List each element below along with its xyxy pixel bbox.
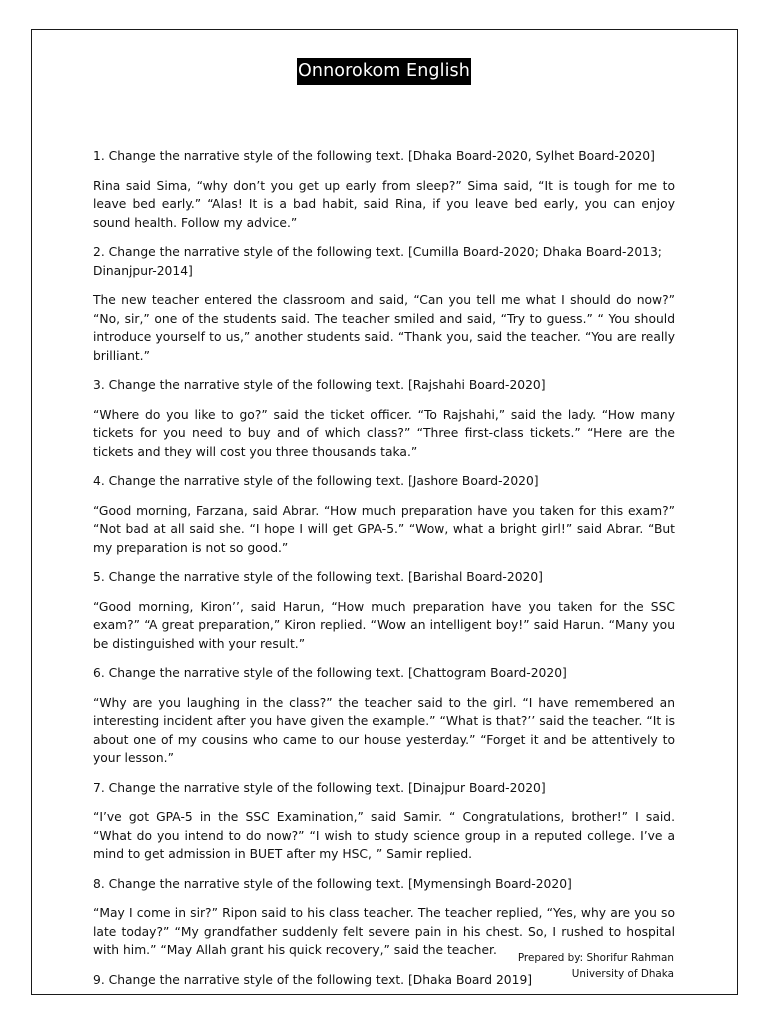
passage-4: “Good morning, Farzana, said Abrar. “How much preparation have you taken for this exam?” “Not bad at all said she. “I hope I will get GPA-5.” “Wow, what a bright girl!” said Abrar. “But my preparation is not so good.” <box>93 503 675 555</box>
prepared-by: Prepared by: Shorifur Rahman <box>517 952 674 964</box>
question-8: 8. Change the narrative style of the following text. [Mymensingh Board-2020] <box>93 876 572 891</box>
passage-3: “Where do you like to go?” said the ticket officer. “To Rajshahi,” said the lady. “How many tickets for you need to buy and of which class?” “Three first-class tickets.” “Here are the tickets and they will cost you three thousands taka.” <box>93 407 675 459</box>
passage-1: Rina said Sima, “why don’t you get up early from sleep?” Sima said, “It is tough for me to leave bed early.” “Alas! It is a bad habit, said Rina, if you leave bed early, you can enjoy sound health. Follow my advice.” <box>93 178 675 230</box>
footer <box>518 950 674 982</box>
passage-5: “Good morning, Kiron’’, said Harun, “How much preparation have you taken for the SSC exam?” “A great preparation,” Kiron replied. “Wow an intelligent boy!” said Harun. “Many you be distinguished with your result.” <box>93 599 675 651</box>
document-title: Onnorokom English <box>297 58 471 85</box>
question-7: 7. Change the narrative style of the following text. [Dinajpur Board-2020] <box>93 780 546 795</box>
questions-list <box>93 147 675 1000</box>
passage-7: “I’ve got GPA-5 in the SSC Examination,” said Samir. “ Congratulations, brother!” I said. “What do you intend to do now?” “I wish to study science group in a reputed college. I’ve a mind to get admission in BUET after my HSC, ” Samir replied. <box>93 810 675 861</box>
question-2: 2. Change the narrative style of the following text. [Cumilla Board-2020; Dhaka Board-2013; Dinanjpur-2014] <box>93 245 662 278</box>
institution: University of Dhaka <box>571 968 674 980</box>
question-5: 5. Change the narrative style of the following text. [Barishal Board-2020] <box>93 570 543 584</box>
question-6: 6. Change the narrative style of the following text. [Chattogram Board-2020] <box>93 666 567 680</box>
passage-8: “May I come in sir?” Ripon said to his class teacher. The teacher replied, “Yes, why are you so late today?” “My grandfather suddenly felt severe pain in his chest. So, I rushed to hospital with him.” “May Allah grant his quick recovery,” said the teacher. <box>93 906 675 957</box>
passage-2: The new teacher entered the classroom and said, “Can you tell me what I should do now?” “No, sir,” one of the students said. The teacher smiled and said, “Try to guess.” “ You should introduce yourself to us,” another students said. “Thank you, said the teacher. “You are really brilliant.” <box>93 293 675 363</box>
question-1: 1. Change the narrative style of the following text. [Dhaka Board-2020, Sylhet Board-2020] <box>93 149 655 163</box>
passage-6: “Why are you laughing in the class?” the teacher said to the girl. “I have remembered an interesting incident after you have given the example.” “What is that?’’ said the teacher. “It is about one of my cousins who came to our house yesterday.” “Forget it and be attentively to your lesson.” <box>93 695 675 765</box>
title-container <box>0 58 768 85</box>
question-9: 9. Change the narrative style of the following text. [Dhaka Board 2019] <box>93 972 533 987</box>
question-3: 3. Change the narrative style of the following text. [Rajshahi Board-2020] <box>93 378 546 392</box>
question-4: 4. Change the narrative style of the following text. [Jashore Board-2020] <box>93 474 539 488</box>
